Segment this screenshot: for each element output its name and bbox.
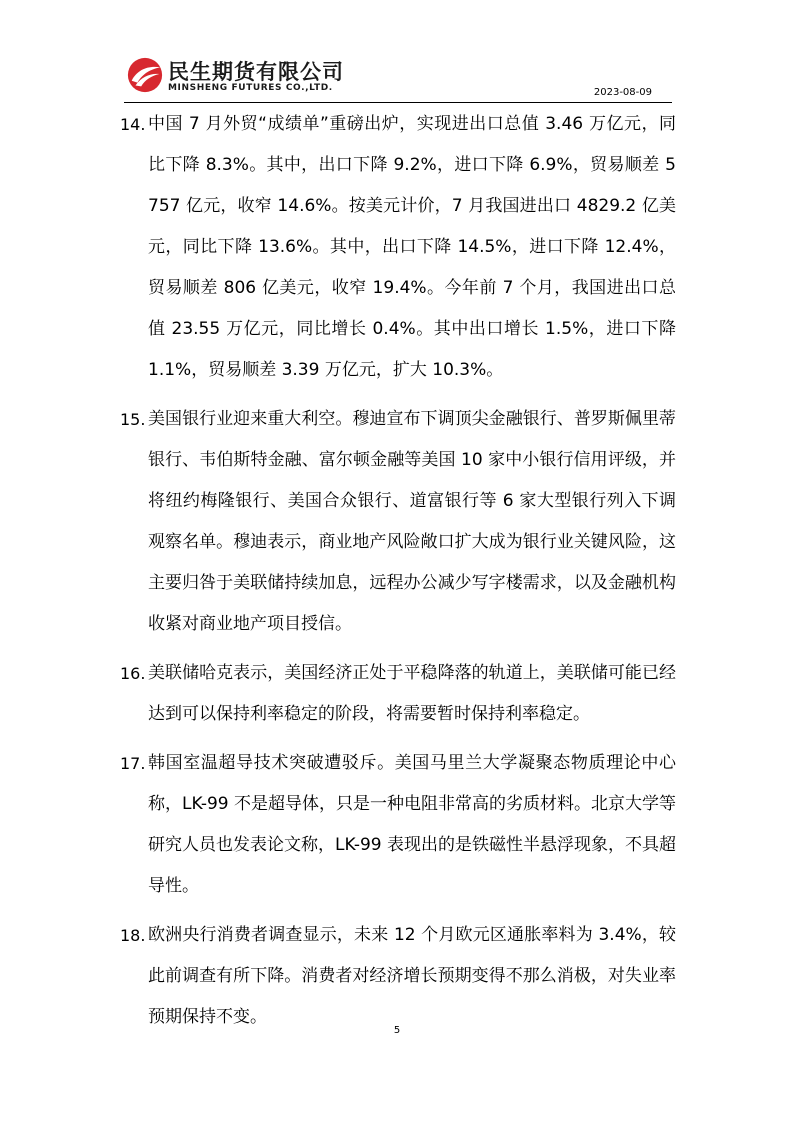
page-header — [124, 52, 672, 104]
item-text: 美国银行业迎来重大利空。穆迪宣布下调顶尖金融银行、普罗斯佩里蒂银行、韦伯斯特金融、富尔顿金融等美国 10 家中小银行信用评级，并将纽约梅隆银行、美国合众银行、道富银行等 6 家大型银行列入下调观察名单。穆迪表示，商业地产风险敞口扩大成为银行业关键风险，这主要归咎于美联储持续加息，远程办公减少写字楼需求，以及金融机构收紧对商业地产项目授信。 — [148, 409, 676, 634]
news-item — [120, 399, 676, 645]
item-text: 中国 7 月外贸“成绩单”重磅出炉，实现进出口总值 3.46 万亿元，同比下降 8.3%。其中，出口下降 9.2%，进口下降 6.9%，贸易顺差 5757 亿元，收窄 14.6%。按美元计价，7 月我国进出口 4829.2 亿美元，同比下降 13.6%。其中，出口下降 14.5%，进口下降 12.4%，贸易顺差 806 亿美元，收窄 19.4%。今年前 7 个月，我国进出口总值 23.55 万亿元，同比增长 0.4%。其中出口增长 1.5%，进口下降 1.1%，贸易顺差 3.39 万亿元，扩大 10.3%。 — [148, 114, 676, 380]
minsheng-logo-icon — [126, 56, 164, 94]
news-list — [120, 104, 676, 1038]
item-number: 18. — [120, 926, 146, 945]
item-number: 16. — [120, 664, 146, 683]
item-text: 欧洲央行消费者调查显示，未来 12 个月欧元区通胀率料为 3.4%，较此前调查有所下降。消费者对经济增长预期变得不那么消极，对失业率预期保持不变。 — [148, 925, 676, 1027]
company-name-en: MINSHENG FUTURES CO.,LTD. — [168, 83, 333, 93]
news-item — [120, 915, 676, 1038]
report-date: 2023-08-09 — [593, 87, 652, 98]
item-text: 美联储哈克表示，美国经济正处于平稳降落的轨道上，美联储可能已经达到可以保持利率稳定的阶段，将需要暂时保持利率稳定。 — [148, 663, 676, 724]
item-number: 15. — [120, 410, 146, 429]
item-text: 韩国室温超导技术突破遭驳斥。美国马里兰大学凝聚态物质理论中心称，LK-99 不是超导体，只是一种电阻非常高的劣质材料。北京大学等研究人员也发表论文称，LK-99 表现出的是铁磁性半悬浮现象，不具超导性。 — [148, 753, 677, 896]
item-number: 14. — [120, 115, 146, 134]
news-item — [120, 743, 676, 907]
company-logo — [124, 52, 364, 98]
page-number: 5 — [393, 1025, 401, 1036]
company-name-cn: 民生期货有限公司 — [168, 60, 344, 84]
item-number: 17. — [120, 754, 146, 773]
header-divider — [124, 102, 672, 103]
news-item — [120, 653, 676, 735]
news-item — [120, 104, 676, 391]
